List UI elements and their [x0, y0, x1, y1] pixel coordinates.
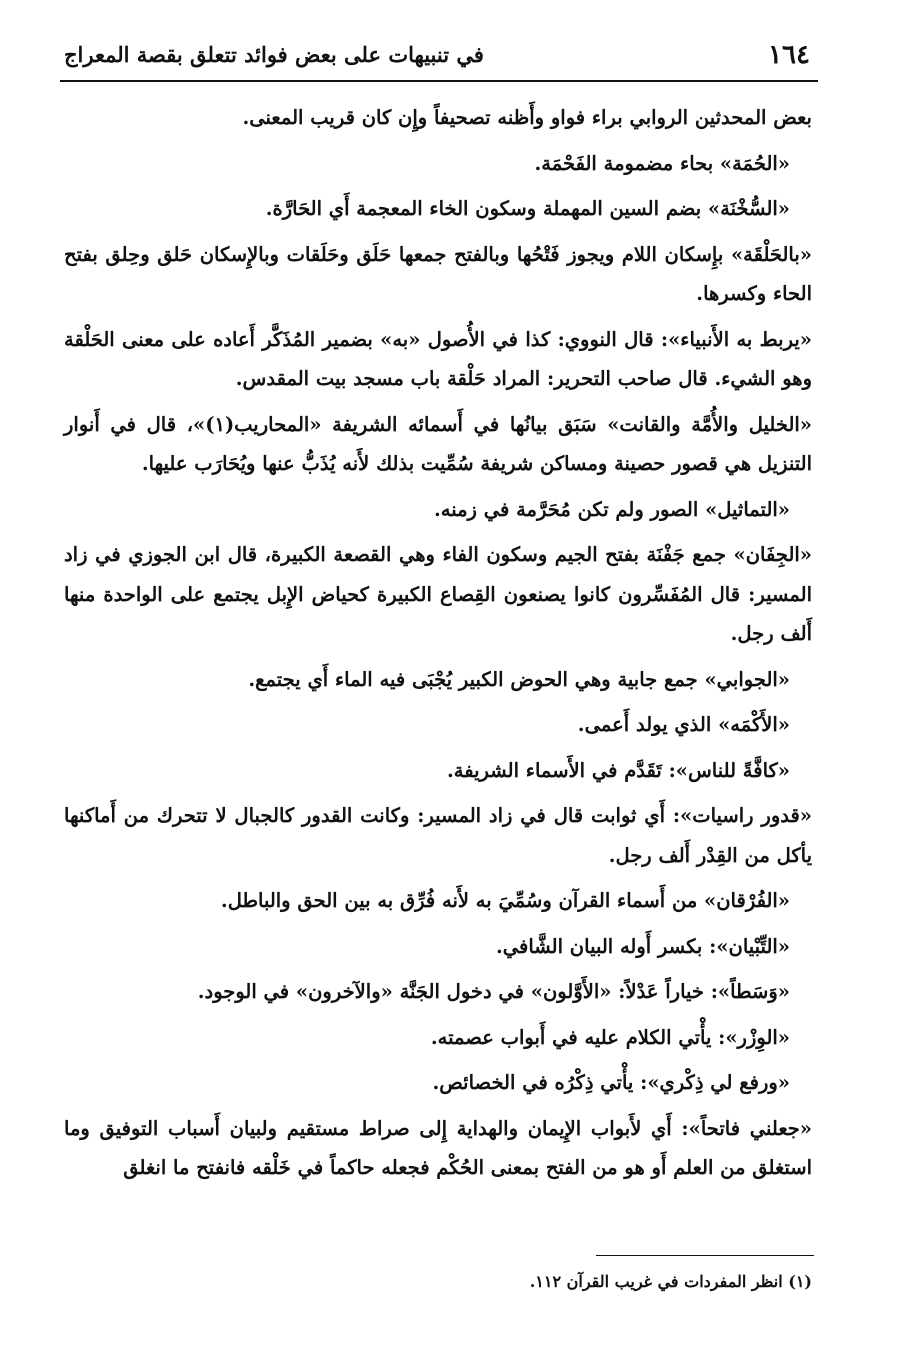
paragraph-17: «ورفع لي ذِكْري»: يأْتي ذِكْرُه في الخصائص. — [432, 1071, 790, 1094]
paragraph-18: «جعلني فاتحاً»: أَي لأَبواب الإِيمان والهداية إِلى صراط مستقيم ولبيان أَسباب التوفيق وما استغلق من العلم أَو هو من الفتح بمعنى الحُكْم فجعله حاكماً في خَلْقه فانفتح ما انغلق — [64, 1116, 812, 1179]
paragraph-5: «يربط به الأَنبياء»: قال النووي: كذا في الأُصول «به» بضمير المُذَكَّر أَعاده على معنى الحَلْقة وهو الشيء. قال صاحب التحرير: المراد حَلْقة باب مسجد بيت المقدس. — [64, 327, 812, 390]
paragraph-8: «الجِفَان» جمع جَفْنَة بفتح الجيم وسكون الفاء وهي القصعة الكبيرة، قال ابن الجوزي في زاد المسير: قال المُفَسِّرون كانوا يصنعون القِصاع الكبيرة كحياض الإِبل يجتمع على الواحدة منها أَلف رجل. — [64, 543, 812, 645]
page-header — [60, 36, 818, 78]
paragraph-6: «الخليل والأُمَّة والقانت» سَبَق بيانُها في أَسمائه الشريفة «المحاريب(١)»، قال في أَنوار التنزيل هي قصور حصينة ومساكن شريفة سُمِّيت بذلك لأَنه يُذَبُّ عنها ويُحَارَب عليها. — [64, 412, 812, 475]
paragraph-15: «وَسَطاً»: خياراً عَدْلاً: «الأَوَّلون» في دخول الجَنَّة «والآخرون» في الوجود. — [197, 980, 790, 1003]
paragraph-3: «السُّخْنَة» بضم السين المهملة وسكون الخاء المعجمة أَي الحَارَّة. — [265, 197, 790, 220]
paragraph-11: «كافَّةً للناس»: تَقَدَّم في الأَسماء الشريفة. — [446, 758, 790, 782]
paragraph-13: «الفُرْقان» من أَسماء القرآن وسُمِّيَ به لأَنه فُرِّق به بين الحق والباطل. — [220, 889, 790, 912]
paragraph-1: بعض المحدثين الروابي براء فواو وأَظنه تصحيفاً وإِن كان قريب المعنى. — [242, 106, 812, 129]
paragraph-14: «التِّبْيان»: بكسر أَوله البيان الشَّافي. — [495, 934, 790, 958]
body-text — [64, 98, 812, 1194]
page-number: ١٦٤ — [768, 40, 810, 70]
header-divider — [60, 80, 818, 82]
paragraph-12: «قدور راسيات»: أَي ثوابت قال في زاد المسير: وكانت القدور كالجبال لا تتحرك من أَماكنها يأكل من القِدْر أَلف رجل. — [64, 804, 812, 867]
paragraph-16: «الوِزْر»: يأْتي الكلام عليه في أَبواب عصمته. — [430, 1025, 790, 1049]
paragraph-4: «بالحَلْقَة» بإِسكان اللام ويجوز فَتْحُها وبالفتح جمعها حَلَق وحَلَقات وبالإِسكان حَلق وحِلق بفتح الحاء وكسرها. — [64, 242, 812, 305]
footnote-divider — [596, 1255, 814, 1256]
running-title: في تنبيهات على بعض فوائد تتعلق بقصة المعراج — [64, 42, 484, 67]
footnote: (١) انظر المفردات في غريب القرآن ١١٢. — [529, 1272, 812, 1291]
paragraph-9: «الجوابي» جمع جابية وهي الحوض الكبير يُجْبَى فيه الماء أَي يجتمع. — [248, 667, 790, 691]
paragraph-10: «الأَكْمَه» الذي يولد أَعمى. — [577, 713, 790, 736]
paragraph-2: «الحُمَة» بحاء مضمومة الفَحْمَة. — [534, 151, 790, 175]
paragraph-7: «التماثيل» الصور ولم تكن مُحَرَّمة في زمنه. — [433, 497, 790, 521]
